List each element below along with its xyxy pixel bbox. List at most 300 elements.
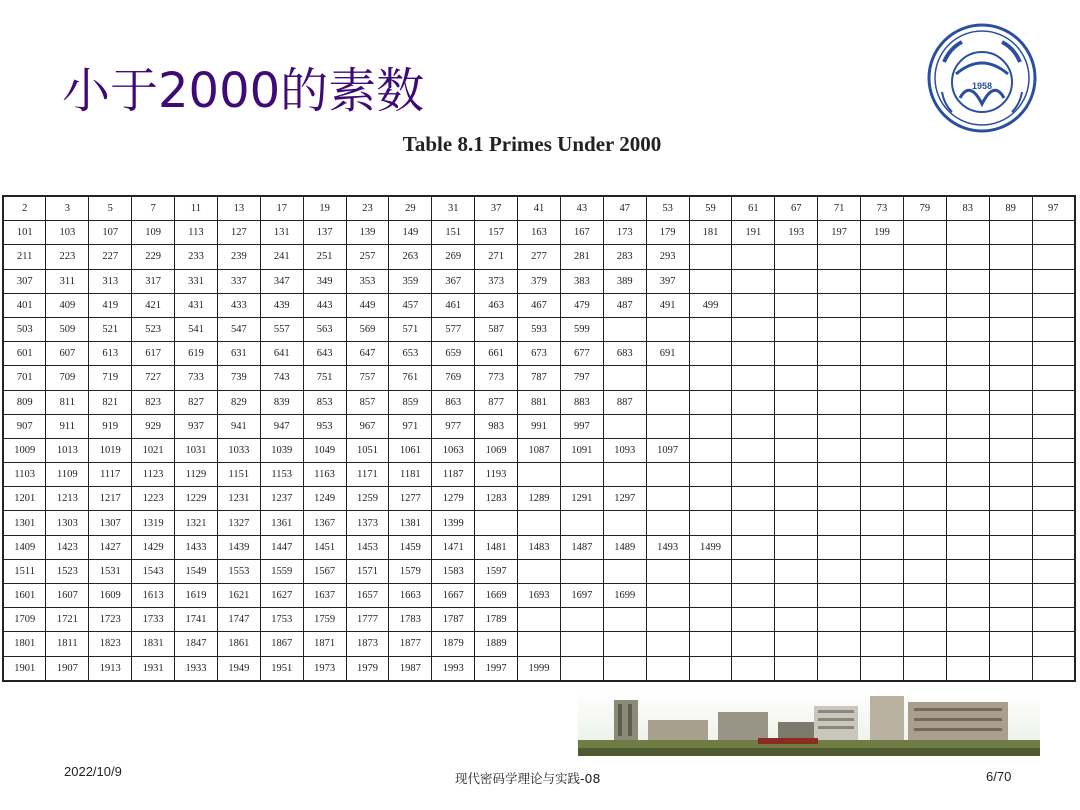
table-cell: 1907 [46,656,89,681]
table-cell: 1583 [432,559,475,583]
table-cell [861,414,904,438]
table-cell: 1487 [560,535,603,559]
table-cell: 331 [175,269,218,293]
table-cell [1032,438,1075,462]
table-cell [689,366,732,390]
table-cell [646,584,689,608]
table-cell: 7 [132,196,175,221]
table-cell: 463 [475,293,518,317]
table-cell: 1511 [3,559,46,583]
table-cell [1032,269,1075,293]
table-cell: 241 [260,245,303,269]
table-row [3,414,1075,438]
table-cell: 937 [175,414,218,438]
table-cell [775,414,818,438]
table-cell: 1109 [46,463,89,487]
table-cell: 1213 [46,487,89,511]
table-cell: 3 [46,196,89,221]
table-cell [646,511,689,535]
table-cell: 593 [518,317,561,341]
table-cell: 1721 [46,608,89,632]
table-cell: 1373 [346,511,389,535]
table-row [3,269,1075,293]
table-cell [689,245,732,269]
table-cell [989,656,1032,681]
table-cell: 1619 [175,584,218,608]
table-cell: 1307 [89,511,132,535]
table-cell: 1103 [3,463,46,487]
table-cell: 1453 [346,535,389,559]
table-cell: 1171 [346,463,389,487]
table-cell: 1579 [389,559,432,583]
table-cell: 59 [689,196,732,221]
table-cell: 211 [3,245,46,269]
table-cell [818,438,861,462]
table-cell [689,511,732,535]
table-cell: 1061 [389,438,432,462]
table-cell: 1493 [646,535,689,559]
table-cell: 1151 [217,463,260,487]
table-cell: 619 [175,342,218,366]
table-cell: 179 [646,221,689,245]
table-cell: 109 [132,221,175,245]
table-cell: 467 [518,293,561,317]
table-cell [646,414,689,438]
table-cell [1032,390,1075,414]
primes-table [2,195,1076,682]
table-row [3,608,1075,632]
table-cell: 919 [89,414,132,438]
table-cell [818,269,861,293]
table-cell: 1787 [432,608,475,632]
table-cell: 167 [560,221,603,245]
table-cell [946,535,989,559]
table-cell [646,608,689,632]
table-cell: 1019 [89,438,132,462]
table-cell: 83 [946,196,989,221]
table-cell: 613 [89,342,132,366]
table-cell [775,632,818,656]
table-cell [689,559,732,583]
table-cell [861,656,904,681]
table-cell [989,269,1032,293]
table-cell: 157 [475,221,518,245]
table-cell: 1997 [475,656,518,681]
table-cell: 827 [175,390,218,414]
table-cell: 601 [3,342,46,366]
table-cell: 1301 [3,511,46,535]
table-cell: 79 [903,196,946,221]
table-cell: 29 [389,196,432,221]
table-cell: 419 [89,293,132,317]
table-cell: 1889 [475,632,518,656]
table-cell: 487 [603,293,646,317]
table-cell: 1123 [132,463,175,487]
table-cell: 577 [432,317,475,341]
table-cell: 349 [303,269,346,293]
table-cell: 271 [475,245,518,269]
table-cell: 397 [646,269,689,293]
table-cell [1032,632,1075,656]
table-cell [818,390,861,414]
table-cell: 1789 [475,608,518,632]
table-cell: 1949 [217,656,260,681]
table-cell: 1289 [518,487,561,511]
table-cell: 929 [132,414,175,438]
table-cell: 347 [260,269,303,293]
table-cell [689,390,732,414]
table-cell: 1231 [217,487,260,511]
table-cell [903,317,946,341]
table-cell: 101 [3,221,46,245]
table-cell [818,559,861,583]
table-cell: 1117 [89,463,132,487]
table-cell: 857 [346,390,389,414]
table-row [3,196,1075,221]
table-cell: 1901 [3,656,46,681]
table-cell [1032,608,1075,632]
table-cell [861,366,904,390]
table-cell: 1777 [346,608,389,632]
table-cell [989,584,1032,608]
table-cell: 163 [518,221,561,245]
table-cell: 1973 [303,656,346,681]
table-cell [1032,317,1075,341]
table-cell: 1303 [46,511,89,535]
table-cell [475,511,518,535]
table-cell: 881 [518,390,561,414]
table-cell: 977 [432,414,475,438]
table-cell: 1283 [475,487,518,511]
table-cell [861,390,904,414]
table-cell [1032,559,1075,583]
table-cell [775,245,818,269]
table-cell: 1153 [260,463,303,487]
table-row [3,511,1075,535]
table-cell [861,535,904,559]
table-cell [946,438,989,462]
table-cell: 433 [217,293,260,317]
table-cell [946,245,989,269]
table-cell: 1559 [260,559,303,583]
table-cell: 797 [560,366,603,390]
table-cell: 1847 [175,632,218,656]
table-cell: 1783 [389,608,432,632]
table-cell [861,487,904,511]
table-cell: 307 [3,269,46,293]
table-cell: 31 [432,196,475,221]
table-cell [775,317,818,341]
table-cell [903,584,946,608]
table-cell: 1399 [432,511,475,535]
table-cell [989,390,1032,414]
table-cell [775,390,818,414]
table-cell [989,342,1032,366]
table-cell: 461 [432,293,475,317]
table-row [3,221,1075,245]
table-cell: 907 [3,414,46,438]
table-cell: 521 [89,317,132,341]
table-cell: 587 [475,317,518,341]
table-cell [818,414,861,438]
table-cell [732,342,775,366]
table-cell: 389 [603,269,646,293]
table-cell: 1933 [175,656,218,681]
table-cell: 1531 [89,559,132,583]
table-cell: 263 [389,245,432,269]
table-cell: 1459 [389,535,432,559]
table-cell: 61 [732,196,775,221]
table-cell: 1811 [46,632,89,656]
table-cell: 1741 [175,608,218,632]
table-cell [646,366,689,390]
table-cell [903,511,946,535]
table-cell [989,293,1032,317]
table-cell [603,366,646,390]
table-cell: 379 [518,269,561,293]
table-cell: 1867 [260,632,303,656]
table-cell [560,463,603,487]
table-cell [646,559,689,583]
slide-title: 小于2000的素数 [62,63,425,119]
table-cell [946,221,989,245]
table-cell: 1087 [518,438,561,462]
table-cell: 1009 [3,438,46,462]
table-cell [775,269,818,293]
table-row [3,342,1075,366]
table-cell: 1621 [217,584,260,608]
table-cell [818,463,861,487]
table-cell: 1277 [389,487,432,511]
table-cell: 1733 [132,608,175,632]
table-cell: 1423 [46,535,89,559]
table-cell: 1567 [303,559,346,583]
table-cell [989,245,1032,269]
table-cell [775,366,818,390]
table-cell: 457 [389,293,432,317]
table-cell: 1279 [432,487,475,511]
table-cell [775,487,818,511]
table-cell: 353 [346,269,389,293]
table-cell: 809 [3,390,46,414]
table-cell: 1439 [217,535,260,559]
footer-course: 现代密码学理论与实践-08 [455,771,601,786]
table-cell [989,438,1032,462]
table-cell [646,487,689,511]
table-cell: 317 [132,269,175,293]
table-cell: 151 [432,221,475,245]
table-cell: 1471 [432,535,475,559]
table-cell [989,317,1032,341]
table-cell: 503 [3,317,46,341]
table-cell: 499 [689,293,732,317]
table-cell [732,463,775,487]
table-cell: 1021 [132,438,175,462]
table-cell: 887 [603,390,646,414]
table-cell: 223 [46,245,89,269]
table-cell: 1201 [3,487,46,511]
table-cell [861,438,904,462]
table-cell: 1861 [217,632,260,656]
table-cell: 113 [175,221,218,245]
table-cell: 1753 [260,608,303,632]
table-cell: 229 [132,245,175,269]
table-cell [989,559,1032,583]
table-cell: 1039 [260,438,303,462]
table-cell: 1879 [432,632,475,656]
table-cell [732,487,775,511]
table-cell: 131 [260,221,303,245]
table-cell: 1951 [260,656,303,681]
table-cell: 1229 [175,487,218,511]
table-cell: 1831 [132,632,175,656]
table-cell: 1913 [89,656,132,681]
table-cell: 199 [861,221,904,245]
table-row [3,438,1075,462]
table-row [3,632,1075,656]
table-cell: 1033 [217,438,260,462]
table-cell [603,632,646,656]
table-cell [775,608,818,632]
table-cell: 137 [303,221,346,245]
table-cell: 23 [346,196,389,221]
table-cell: 821 [89,390,132,414]
table-cell: 53 [646,196,689,221]
table-cell: 1429 [132,535,175,559]
table-cell: 769 [432,366,475,390]
table-cell: 991 [518,414,561,438]
table-cell [560,632,603,656]
table-cell [861,269,904,293]
table-cell [689,584,732,608]
table-cell [903,608,946,632]
table-cell [689,269,732,293]
table-cell [818,608,861,632]
table-cell: 877 [475,390,518,414]
table-cell [861,584,904,608]
table-cell: 911 [46,414,89,438]
table-cell: 359 [389,269,432,293]
table-cell [646,632,689,656]
table-cell: 1187 [432,463,475,487]
table-cell [818,317,861,341]
table-cell: 1063 [432,438,475,462]
table-cell: 479 [560,293,603,317]
table-cell [946,414,989,438]
table-cell [689,438,732,462]
table-cell: 659 [432,342,475,366]
table-cell: 1181 [389,463,432,487]
table-cell: 5 [89,196,132,221]
table-cell [903,390,946,414]
table-cell: 431 [175,293,218,317]
table-cell: 1237 [260,487,303,511]
table-cell [946,511,989,535]
table-cell [1032,487,1075,511]
table-cell [903,463,946,487]
table-cell [603,414,646,438]
table-cell: 1013 [46,438,89,462]
table-cell: 883 [560,390,603,414]
table-cell: 1873 [346,632,389,656]
table-cell [946,293,989,317]
table-cell: 1483 [518,535,561,559]
table-cell [946,656,989,681]
table-cell [518,559,561,583]
table-cell [732,317,775,341]
table-cell: 541 [175,317,218,341]
table-cell [732,511,775,535]
table-cell: 967 [346,414,389,438]
table-cell [946,463,989,487]
table-cell: 1553 [217,559,260,583]
table-cell: 1669 [475,584,518,608]
table-cell: 103 [46,221,89,245]
table-cell [1032,535,1075,559]
table-cell: 439 [260,293,303,317]
table-cell: 43 [560,196,603,221]
table-cell: 739 [217,366,260,390]
table-cell: 1193 [475,463,518,487]
table-cell: 491 [646,293,689,317]
table-cell: 1723 [89,608,132,632]
table-cell: 733 [175,366,218,390]
table-cell [946,269,989,293]
table-cell: 1129 [175,463,218,487]
table-cell [989,221,1032,245]
table-cell: 757 [346,366,389,390]
table-cell: 701 [3,366,46,390]
table-cell [1032,511,1075,535]
table-cell [1032,245,1075,269]
table-cell [732,632,775,656]
table-cell [603,608,646,632]
table-cell: 653 [389,342,432,366]
table-cell: 1091 [560,438,603,462]
table-row [3,390,1075,414]
table-cell: 1367 [303,511,346,535]
table-cell [861,293,904,317]
table-cell: 1759 [303,608,346,632]
table-cell: 1999 [518,656,561,681]
table-cell: 617 [132,342,175,366]
table-row [3,317,1075,341]
table-cell: 1697 [560,584,603,608]
table-cell [518,463,561,487]
table-cell: 599 [560,317,603,341]
table-cell [689,656,732,681]
table-cell [903,632,946,656]
table-cell: 1097 [646,438,689,462]
table-cell [903,559,946,583]
table-cell [818,656,861,681]
table-cell [689,317,732,341]
table-cell: 709 [46,366,89,390]
table-cell: 107 [89,221,132,245]
table-cell: 127 [217,221,260,245]
table-cell [1032,366,1075,390]
table-cell: 173 [603,221,646,245]
table-cell [861,342,904,366]
table-cell [946,584,989,608]
table-cell [603,463,646,487]
table-row [3,656,1075,681]
table-cell: 293 [646,245,689,269]
table-cell: 863 [432,390,475,414]
table-cell [518,511,561,535]
table-cell [989,608,1032,632]
table-cell: 571 [389,317,432,341]
